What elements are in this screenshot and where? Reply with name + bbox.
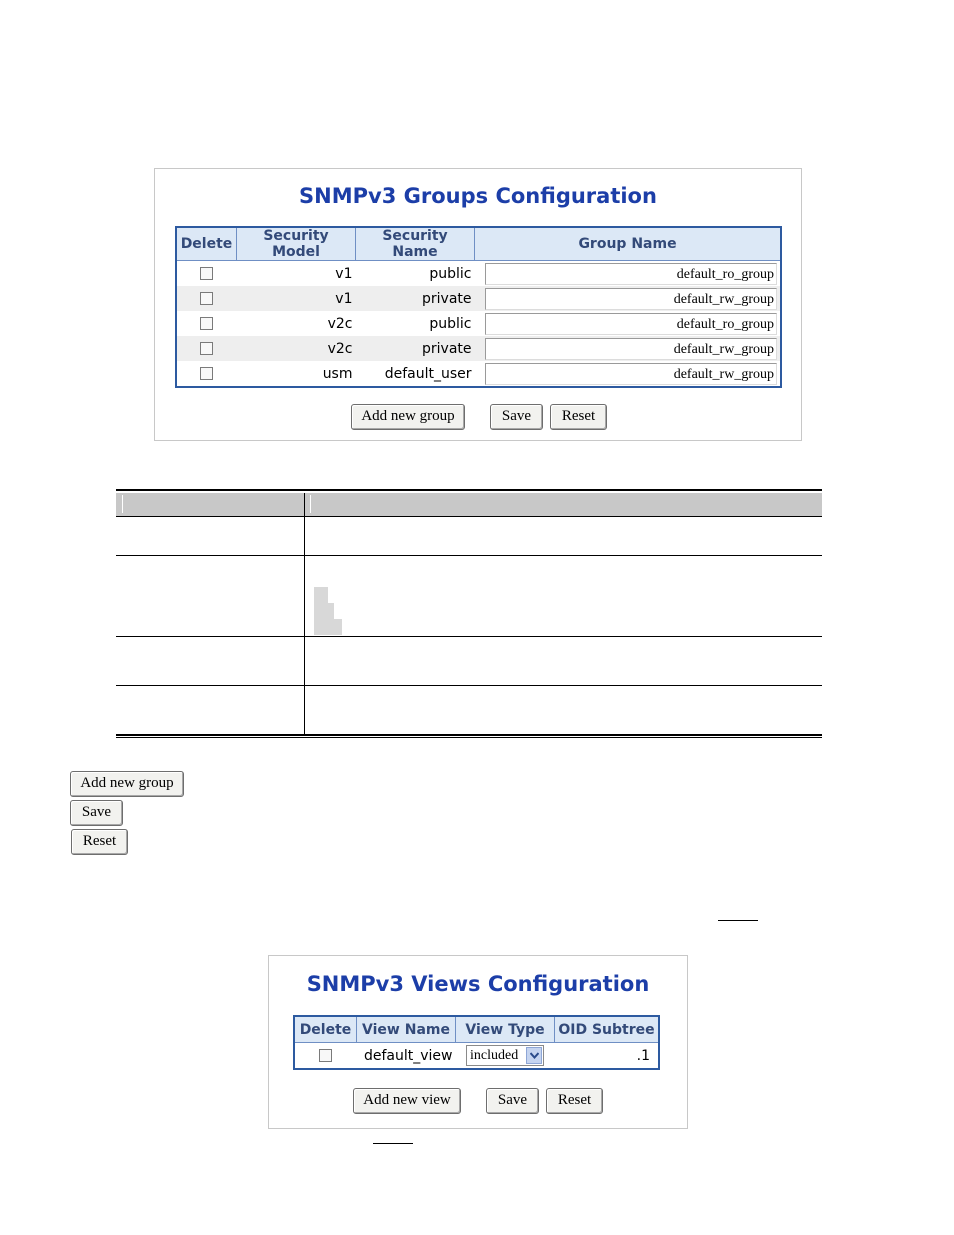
table-row [294, 1043, 659, 1070]
chevron-down-icon[interactable] [526, 1047, 542, 1064]
view-type-select[interactable] [466, 1045, 544, 1066]
delete-checkbox[interactable] [200, 267, 213, 280]
header-divider-right [310, 495, 311, 513]
security-name-cell: private [356, 286, 475, 311]
delete-checkbox[interactable] [200, 367, 213, 380]
security-model-cell: v1 [335, 265, 353, 282]
legend-add-new-group-button[interactable]: Add new group [70, 771, 184, 797]
header-divider-left [122, 495, 123, 513]
views-config-panel [268, 955, 688, 1129]
shaded-step-mark [334, 619, 342, 635]
col-header-security-name: Security Name [356, 227, 475, 261]
group-name-input[interactable]: default_rw_group [485, 363, 778, 385]
view-name-cell: default_view [364, 1047, 453, 1064]
underline-mark [373, 1143, 413, 1144]
add-new-view-button[interactable]: Add new view [353, 1088, 461, 1114]
table-row [176, 336, 781, 361]
security-model-cell: usm [322, 365, 353, 382]
delete-checkbox[interactable] [319, 1049, 332, 1062]
col-header-view-name: View Name [357, 1016, 456, 1043]
shaded-step-mark [314, 587, 328, 635]
row-divider [116, 555, 822, 556]
delete-checkbox[interactable] [200, 342, 213, 355]
row-divider [116, 636, 822, 637]
add-new-group-button[interactable]: Add new group [351, 404, 465, 430]
underline-mark [718, 920, 758, 921]
group-name-input[interactable]: default_ro_group [485, 313, 778, 335]
security-name-cell: public [429, 315, 472, 332]
save-button[interactable]: Save [486, 1088, 539, 1114]
table-row [176, 261, 781, 287]
table-row [176, 311, 781, 336]
security-model-cell: v1 [237, 286, 356, 311]
table-bottom-rule [116, 737, 822, 738]
col-header-security-model: Security Model [237, 227, 356, 261]
table-header-band [116, 493, 822, 516]
row-divider [116, 685, 822, 686]
col-header-group-name: Group Name [475, 227, 782, 261]
group-name-input[interactable]: default_rw_group [485, 338, 778, 360]
save-button[interactable]: Save [490, 404, 543, 430]
views-config-title: SNMPv3 Views Configuration [306, 972, 650, 996]
table-row [176, 361, 781, 387]
groups-config-panel [154, 168, 802, 441]
reset-button[interactable]: Reset [550, 404, 607, 430]
security-model-cell: v2c [237, 336, 356, 361]
groups-table [175, 226, 782, 388]
security-name-cell: private [356, 336, 475, 361]
groups-config-title: SNMPv3 Groups Configuration [299, 184, 657, 208]
security-name-cell: default_user [384, 365, 472, 382]
col-header-oid-subtree: OID Subtree [555, 1016, 660, 1043]
table-bottom-rule [116, 734, 822, 736]
delete-checkbox[interactable] [200, 292, 213, 305]
reset-button[interactable]: Reset [546, 1088, 603, 1114]
views-table [293, 1015, 660, 1070]
col-header-delete: Delete [294, 1016, 357, 1043]
legend-save-button[interactable]: Save [70, 800, 123, 826]
security-model-cell: v2c [327, 315, 353, 332]
table-row [176, 286, 781, 311]
table-top-rule [116, 489, 822, 491]
security-name-cell: public [429, 265, 472, 282]
column-divider [304, 493, 305, 735]
delete-checkbox[interactable] [200, 317, 213, 330]
header-bottom-rule [116, 516, 822, 517]
view-type-value: included [470, 1048, 519, 1063]
oid-subtree-cell[interactable]: .1 [636, 1047, 650, 1064]
group-name-input[interactable]: default_rw_group [485, 288, 778, 310]
col-header-view-type: View Type [456, 1016, 555, 1043]
legend-reset-button[interactable]: Reset [71, 829, 128, 855]
col-header-delete: Delete [176, 227, 237, 261]
group-name-input[interactable]: default_ro_group [485, 263, 778, 285]
